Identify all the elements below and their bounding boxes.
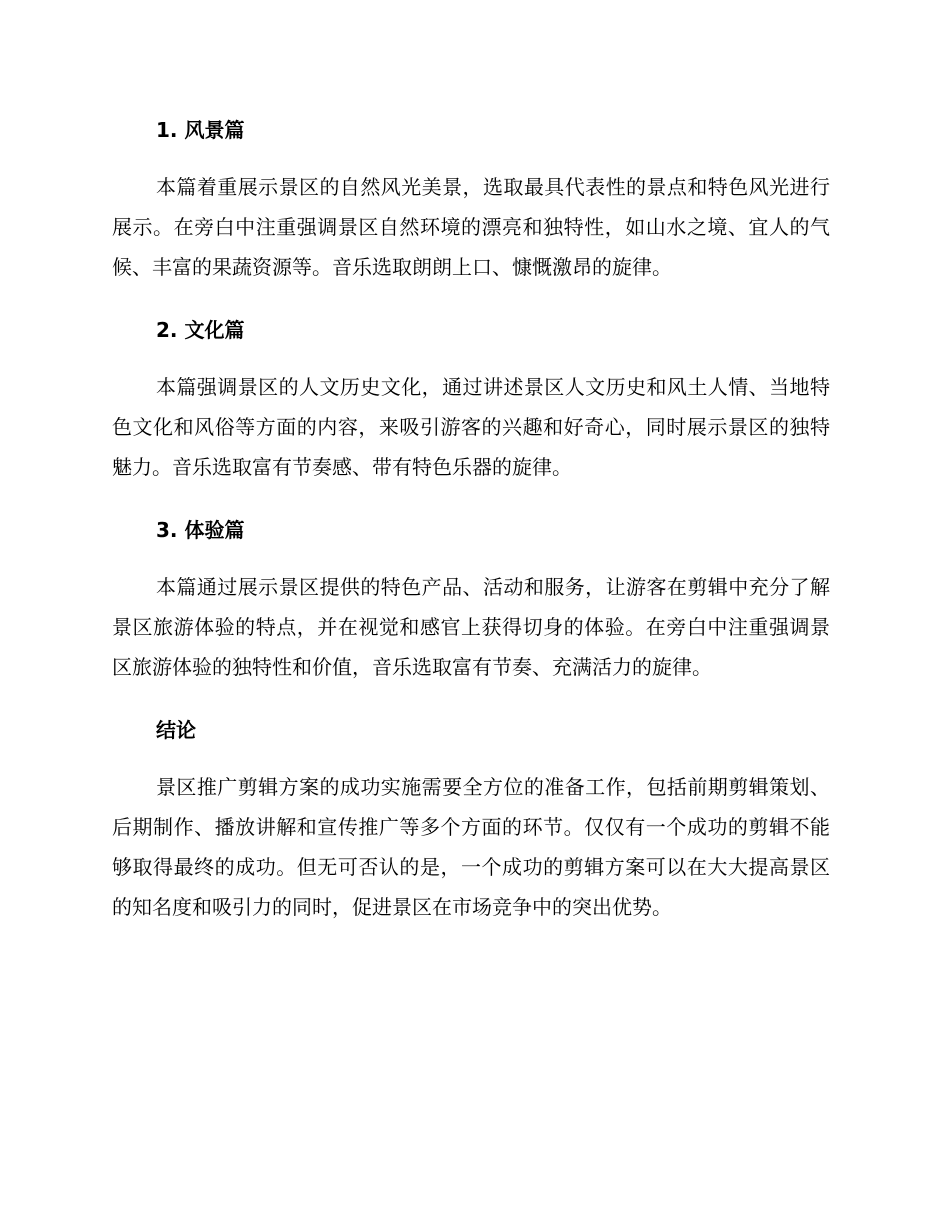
section-body-conclusion: 景区推广剪辑方案的成功实施需要全方位的准备工作，包括前期剪辑策划、后期制作、播放讲解和宣传推广等多个方面的环节。仅仅有一个成功的剪辑不能够取得最终的成功。但无可否认的是，一个成功的剪辑方案可以在大大提高景区的知名度和吸引力的同时，促进景区在市场竞争中的突出优势。 bbox=[112, 775, 830, 919]
section-body-experience: 本篇通过展示景区提供的特色产品、活动和服务，让游客在剪辑中充分了解景区旅游体验的特点，并在视觉和感官上获得切身的体验。在旁白中注重强调景区旅游体验的独特性和价值，音乐选取富有节奏、充满活力的旋律。 bbox=[112, 575, 830, 679]
section-heading-conclusion: 结论 bbox=[156, 718, 196, 742]
section-heading-culture: 2. 文化篇 bbox=[156, 318, 245, 342]
section-heading-experience: 3. 体验篇 bbox=[156, 518, 245, 542]
section-heading-scenery: 1. 风景篇 bbox=[156, 118, 245, 142]
section-body-scenery: 本篇着重展示景区的自然风光美景，选取最具代表性的景点和特色风光进行展示。在旁白中注重强调景区自然环境的漂亮和独特性，如山水之境、宜人的气候、丰富的果蔬资源等。音乐选取朗朗上口、慷慨激昂的旋律。 bbox=[112, 175, 830, 279]
section-body-culture: 本篇强调景区的人文历史文化，通过讲述景区人文历史和风土人情、当地特色文化和风俗等方面的内容，来吸引游客的兴趣和好奇心，同时展示景区的独特魅力。音乐选取富有节奏感、带有特色乐器的旋律。 bbox=[112, 375, 830, 479]
